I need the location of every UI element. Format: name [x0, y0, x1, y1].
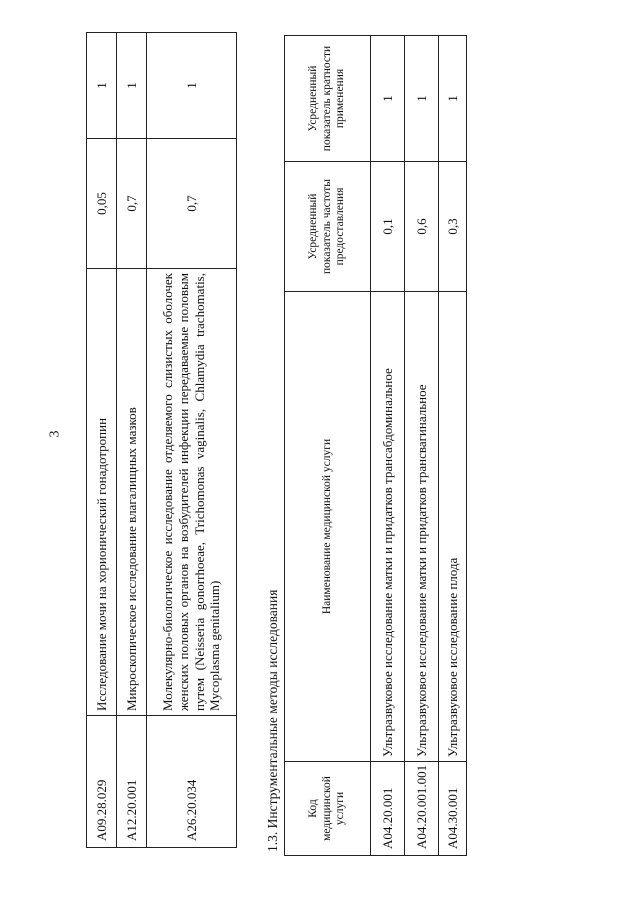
header-frequency: Усредненный показатель частоты предоставления: [285, 162, 371, 292]
section-title: 1.3. Инструментальные методы исследования: [265, 589, 280, 852]
header-multiplicity: Усредненный показатель кратности применения: [285, 36, 371, 162]
instrumental-services-table: [284, 35, 467, 856]
header-code: Код медицинской услуги: [285, 762, 371, 856]
table-row: [87, 33, 117, 848]
service-code: A12.20.001: [117, 716, 147, 848]
service-code: A04.20.001: [371, 762, 405, 856]
table-row: [147, 33, 237, 848]
frequency-value: 0,6: [405, 162, 439, 292]
table-row: [117, 33, 147, 848]
service-name: Исследование мочи на хорионический гонадотропин: [87, 269, 117, 716]
service-name: Ультразвуковое исследование матки и придатков трансабдоминальное: [371, 292, 405, 762]
table-row: [439, 36, 467, 856]
page-number: 3: [47, 430, 63, 438]
service-code: A04.20.001.001: [405, 762, 439, 856]
service-name: Ультразвуковое исследование плода: [439, 292, 467, 762]
header-name: Наименование медицинской услуги: [285, 292, 371, 762]
service-name: Молекулярно-биологическое исследование отделяемого слизистых оболочек женских половых органов на возбудителей инфекции передаваемые половым путем (Neisseria gonorrhoeae, Trichomonas vaginalis, Chlamydia trachomatis, Mycoplasma genitalium): [147, 269, 237, 716]
lab-services-table: [86, 32, 237, 848]
table-row: [371, 36, 405, 856]
table-row: [405, 36, 439, 856]
instrumental-section: [262, 36, 467, 856]
service-code: A09.28.029: [87, 716, 117, 848]
multiplicity-value: 1: [147, 33, 237, 139]
multiplicity-value: 1: [117, 33, 147, 139]
multiplicity-value: 1: [371, 36, 405, 162]
service-code: A04.30.001: [439, 762, 467, 856]
service-name: Ультразвуковое исследование матки и придатков трансвагинальное: [405, 292, 439, 762]
service-name: Микроскопическое исследование влагалищных мазков: [117, 269, 147, 716]
frequency-value: 0,3: [439, 162, 467, 292]
services-table-continued: [86, 33, 237, 848]
service-code: A26.20.034: [147, 716, 237, 848]
table-header-row: [285, 36, 371, 856]
frequency-value: 0,05: [87, 139, 117, 269]
multiplicity-value: 1: [87, 33, 117, 139]
multiplicity-value: 1: [405, 36, 439, 162]
multiplicity-value: 1: [439, 36, 467, 162]
frequency-value: 0,7: [117, 139, 147, 269]
frequency-value: 0,1: [371, 162, 405, 292]
frequency-value: 0,7: [147, 139, 237, 269]
